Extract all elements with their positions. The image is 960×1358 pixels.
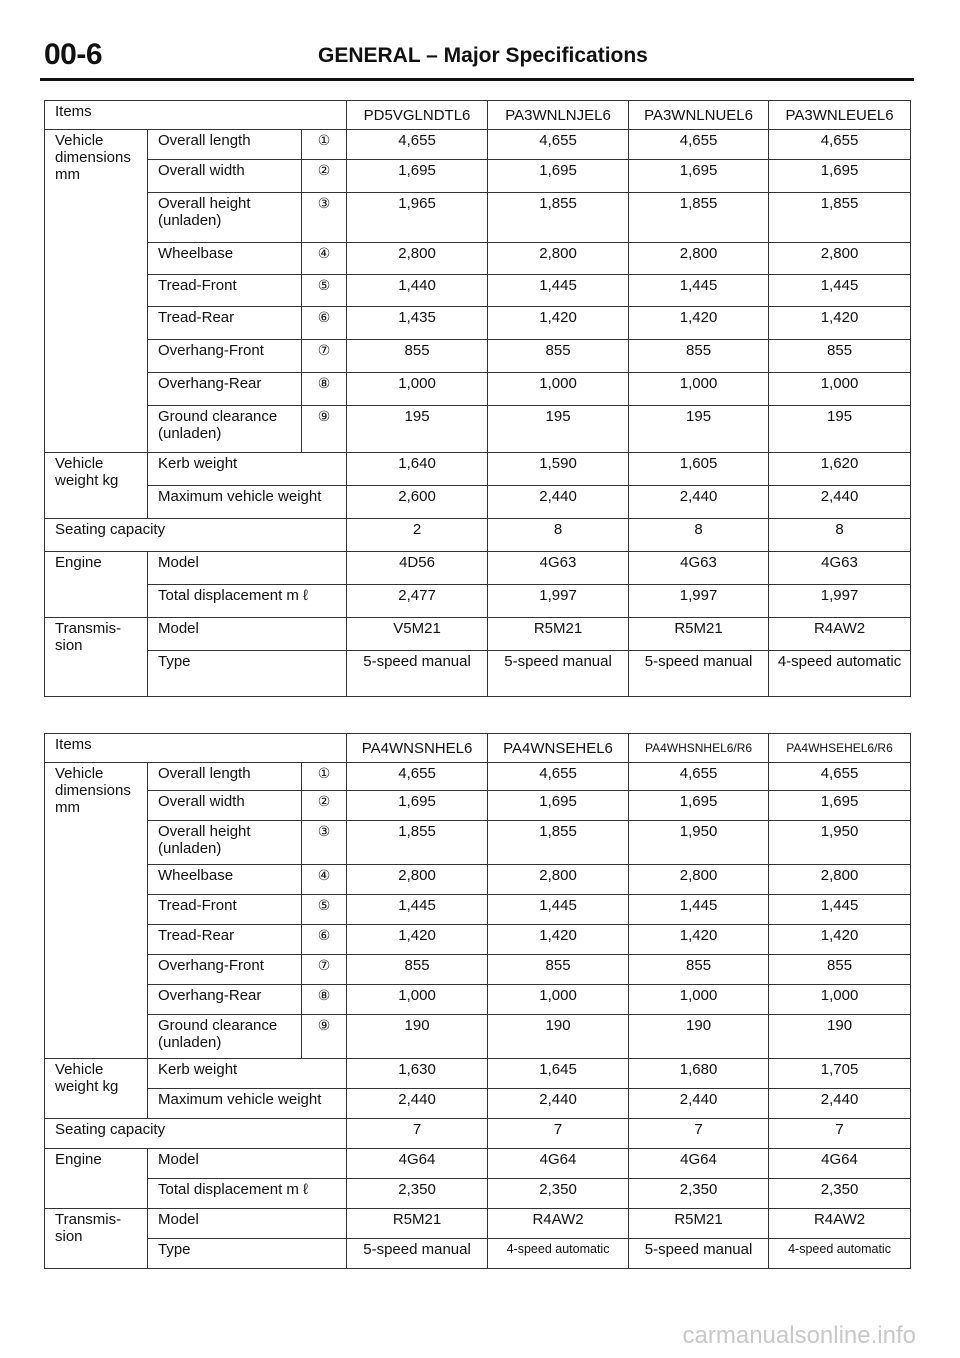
value-cell: 2,800 <box>629 865 769 895</box>
value-cell: 195 <box>488 406 629 453</box>
table-row <box>45 651 911 697</box>
dimension-number: ① <box>302 130 347 160</box>
dimension-number: ⑤ <box>302 895 347 925</box>
value-cell: 855 <box>347 955 488 985</box>
row-label: Type <box>148 1239 347 1269</box>
row-label: Overhang-Front <box>148 955 302 985</box>
value-cell: 1,965 <box>347 193 488 243</box>
model-code: PA4WHSNHEL6/R6 <box>629 734 769 763</box>
dimension-number: ⑤ <box>302 275 347 307</box>
row-label: Overall height (unladen) <box>148 193 302 243</box>
row-label: Overall length <box>148 763 302 791</box>
row-label: Tread-Front <box>148 275 302 307</box>
value-cell: 855 <box>629 340 769 373</box>
row-label: Model <box>148 1149 347 1179</box>
value-cell: 1,445 <box>347 895 488 925</box>
value-cell: 2,800 <box>488 243 629 275</box>
value-cell: 1,435 <box>347 307 488 340</box>
value-cell: 195 <box>769 406 911 453</box>
page-number: 00-6 <box>44 38 103 71</box>
items-label: Items <box>45 734 347 763</box>
table-row <box>45 763 911 791</box>
dimension-number: ④ <box>302 865 347 895</box>
value-cell: 5-speed manual <box>629 1239 769 1269</box>
row-label: Overall length <box>148 130 302 160</box>
value-cell: 1,997 <box>488 585 629 618</box>
table-row <box>45 519 911 552</box>
value-cell: 1,855 <box>488 821 629 865</box>
group-label: Vehicle dimensions mm <box>45 763 148 1059</box>
value-cell: 2,800 <box>347 243 488 275</box>
row-label: Model <box>148 552 347 585</box>
value-cell: 1,855 <box>347 821 488 865</box>
value-cell: 1,590 <box>488 453 629 486</box>
value-cell: 1,000 <box>769 985 911 1015</box>
value-cell: 1,695 <box>629 791 769 821</box>
row-label: Maximum vehicle weight <box>148 486 347 519</box>
value-cell: 4G63 <box>769 552 911 585</box>
value-cell: 5-speed manual <box>629 651 769 697</box>
table-row <box>45 1015 911 1059</box>
value-cell: 5-speed manual <box>347 1239 488 1269</box>
value-cell: 1,000 <box>629 985 769 1015</box>
value-cell: 2,800 <box>488 865 629 895</box>
group-label: Vehicle weight kg <box>45 453 148 519</box>
table-row <box>45 1089 911 1119</box>
value-cell: 1,445 <box>629 275 769 307</box>
table-row <box>45 1209 911 1239</box>
group-label: Vehicle weight kg <box>45 1059 148 1119</box>
value-cell: 1,705 <box>769 1059 911 1089</box>
row-label: Type <box>148 651 347 697</box>
model-code: PA4WHSEHEL6/R6 <box>769 734 911 763</box>
value-cell: 1,420 <box>488 307 629 340</box>
model-code: PA4WNSEHEL6 <box>488 734 629 763</box>
value-cell: 4G63 <box>629 552 769 585</box>
group-label: Transmis- sion <box>45 618 148 697</box>
value-cell: 5-speed manual <box>347 651 488 697</box>
group-label: Transmis- sion <box>45 1209 148 1269</box>
group-label: Engine <box>45 552 148 618</box>
value-cell: 1,000 <box>769 373 911 406</box>
value-cell: R4AW2 <box>769 618 911 651</box>
value-cell: 1,620 <box>769 453 911 486</box>
value-cell: 1,680 <box>629 1059 769 1089</box>
dimension-number: ③ <box>302 193 347 243</box>
value-cell: 4,655 <box>347 763 488 791</box>
value-cell: 1,420 <box>629 307 769 340</box>
value-cell: 855 <box>769 955 911 985</box>
value-cell: 2,440 <box>769 1089 911 1119</box>
value-cell: 4,655 <box>488 130 629 160</box>
dimension-number: ⑨ <box>302 406 347 453</box>
value-cell: R5M21 <box>347 1209 488 1239</box>
value-cell: 2,440 <box>347 1089 488 1119</box>
table-row <box>45 1149 911 1179</box>
value-cell: 1,645 <box>488 1059 629 1089</box>
value-cell: V5M21 <box>347 618 488 651</box>
row-label: Model <box>148 1209 347 1239</box>
value-cell: 2,440 <box>629 486 769 519</box>
value-cell: 1,640 <box>347 453 488 486</box>
value-cell: 1,695 <box>629 160 769 193</box>
value-cell: 195 <box>629 406 769 453</box>
items-label: Items <box>45 101 347 130</box>
row-label: Wheelbase <box>148 243 302 275</box>
row-label: Overhang-Rear <box>148 373 302 406</box>
value-cell: 1,445 <box>488 275 629 307</box>
value-cell: 190 <box>629 1015 769 1059</box>
dimension-number: ⑦ <box>302 340 347 373</box>
table-row <box>45 955 911 985</box>
value-cell: 1,695 <box>347 791 488 821</box>
dimension-number: ③ <box>302 821 347 865</box>
items-header-row <box>45 101 911 130</box>
value-cell: 1,445 <box>629 895 769 925</box>
value-cell: 1,950 <box>769 821 911 865</box>
table-row <box>45 821 911 865</box>
row-label: Kerb weight <box>148 453 347 486</box>
value-cell: 1,420 <box>629 925 769 955</box>
table-row <box>45 340 911 373</box>
page-title: GENERAL – Major Specifications <box>318 44 648 67</box>
value-cell: 4-speed automatic <box>488 1239 629 1269</box>
value-cell: 1,695 <box>488 791 629 821</box>
group-label: Engine <box>45 1149 148 1209</box>
value-cell: 855 <box>347 340 488 373</box>
table-row <box>45 160 911 193</box>
table-row <box>45 243 911 275</box>
table-row <box>45 453 911 486</box>
value-cell: 1,445 <box>769 895 911 925</box>
value-cell: 1,855 <box>629 193 769 243</box>
row-label: Ground clearance (unladen) <box>148 406 302 453</box>
value-cell: 1,420 <box>769 925 911 955</box>
value-cell: 1,000 <box>629 373 769 406</box>
group-label: Vehicle dimensions mm <box>45 130 148 453</box>
value-cell: 4,655 <box>769 130 911 160</box>
value-cell: 1,420 <box>488 925 629 955</box>
dimension-number: ② <box>302 791 347 821</box>
table-row <box>45 406 911 453</box>
value-cell: 4,655 <box>629 763 769 791</box>
table-row <box>45 486 911 519</box>
value-cell: 1,440 <box>347 275 488 307</box>
value-cell: 7 <box>347 1119 488 1149</box>
dimension-number: ⑧ <box>302 985 347 1015</box>
value-cell: 2,800 <box>347 865 488 895</box>
value-cell: 1,000 <box>347 373 488 406</box>
watermark: carmanualsonline.info <box>682 1322 916 1349</box>
model-code: PA3WNLNJEL6 <box>488 101 629 130</box>
value-cell: 2,477 <box>347 585 488 618</box>
value-cell: 2,440 <box>488 1089 629 1119</box>
value-cell: 2,440 <box>488 486 629 519</box>
value-cell: 2,440 <box>629 1089 769 1119</box>
value-cell: R5M21 <box>629 1209 769 1239</box>
group-label: Seating capacity <box>45 519 347 552</box>
table-row <box>45 130 911 160</box>
model-code: PA4WNSNHEL6 <box>347 734 488 763</box>
table-row <box>45 985 911 1015</box>
value-cell: 1,997 <box>769 585 911 618</box>
value-cell: 1,420 <box>769 307 911 340</box>
value-cell: 1,000 <box>488 985 629 1015</box>
value-cell: 195 <box>347 406 488 453</box>
dimension-number: ④ <box>302 243 347 275</box>
row-label: Tread-Rear <box>148 307 302 340</box>
table-row <box>45 791 911 821</box>
value-cell: 2 <box>347 519 488 552</box>
value-cell: 1,695 <box>769 160 911 193</box>
table-row <box>45 618 911 651</box>
value-cell: 8 <box>488 519 629 552</box>
value-cell: R4AW2 <box>488 1209 629 1239</box>
value-cell: 1,695 <box>769 791 911 821</box>
value-cell: 855 <box>488 955 629 985</box>
value-cell: 1,000 <box>347 985 488 1015</box>
value-cell: 190 <box>488 1015 629 1059</box>
header-rule <box>40 78 914 81</box>
row-label: Overall height (unladen) <box>148 821 302 865</box>
value-cell: R5M21 <box>629 618 769 651</box>
value-cell: 2,800 <box>769 243 911 275</box>
value-cell: 2,350 <box>769 1179 911 1209</box>
model-code: PA3WNLNUEL6 <box>629 101 769 130</box>
value-cell: 1,950 <box>629 821 769 865</box>
row-label: Overall width <box>148 791 302 821</box>
items-header-row <box>45 734 911 763</box>
value-cell: 4,655 <box>629 130 769 160</box>
value-cell: 2,350 <box>629 1179 769 1209</box>
value-cell: 4G64 <box>347 1149 488 1179</box>
model-code: PD5VGLNDTL6 <box>347 101 488 130</box>
table-row <box>45 552 911 585</box>
value-cell: 1,695 <box>347 160 488 193</box>
value-cell: 4,655 <box>488 763 629 791</box>
model-code: PA3WNLEUEL6 <box>769 101 911 130</box>
value-cell: 7 <box>488 1119 629 1149</box>
value-cell: 190 <box>769 1015 911 1059</box>
row-label: Overhang-Rear <box>148 985 302 1015</box>
value-cell: 190 <box>347 1015 488 1059</box>
value-cell: R5M21 <box>488 618 629 651</box>
value-cell: R4AW2 <box>769 1209 911 1239</box>
table-row <box>45 307 911 340</box>
value-cell: 2,800 <box>769 865 911 895</box>
value-cell: 1,445 <box>488 895 629 925</box>
dimension-number: ① <box>302 763 347 791</box>
group-label: Seating capacity <box>45 1119 347 1149</box>
value-cell: 1,445 <box>769 275 911 307</box>
value-cell: 855 <box>488 340 629 373</box>
value-cell: 4G63 <box>488 552 629 585</box>
value-cell: 8 <box>769 519 911 552</box>
dimension-number: ② <box>302 160 347 193</box>
value-cell: 1,855 <box>488 193 629 243</box>
value-cell: 7 <box>629 1119 769 1149</box>
value-cell: 1,000 <box>488 373 629 406</box>
row-label: Tread-Rear <box>148 925 302 955</box>
table-row <box>45 925 911 955</box>
row-label: Maximum vehicle weight <box>148 1089 347 1119</box>
value-cell: 4-speed automatic <box>769 651 911 697</box>
value-cell: 4,655 <box>347 130 488 160</box>
table-row <box>45 275 911 307</box>
spec-table-1 <box>44 100 911 697</box>
table-row <box>45 865 911 895</box>
value-cell: 4,655 <box>769 763 911 791</box>
value-cell: 1,630 <box>347 1059 488 1089</box>
table-row <box>45 1239 911 1269</box>
row-label: Tread-Front <box>148 895 302 925</box>
table-row <box>45 1179 911 1209</box>
spec-table-2 <box>44 733 911 1269</box>
value-cell: 855 <box>769 340 911 373</box>
value-cell: 1,855 <box>769 193 911 243</box>
row-label: Total displacement m ℓ <box>148 1179 347 1209</box>
table-row <box>45 1059 911 1089</box>
row-label: Overhang-Front <box>148 340 302 373</box>
value-cell: 7 <box>769 1119 911 1149</box>
row-label: Model <box>148 618 347 651</box>
value-cell: 2,440 <box>769 486 911 519</box>
value-cell: 4G64 <box>488 1149 629 1179</box>
row-label: Wheelbase <box>148 865 302 895</box>
table-row <box>45 585 911 618</box>
value-cell: 5-speed manual <box>488 651 629 697</box>
value-cell: 8 <box>629 519 769 552</box>
dimension-number: ⑦ <box>302 955 347 985</box>
dimension-number: ⑥ <box>302 925 347 955</box>
row-label: Kerb weight <box>148 1059 347 1089</box>
table-row <box>45 1119 911 1149</box>
table-row <box>45 373 911 406</box>
value-cell: 4G64 <box>769 1149 911 1179</box>
row-label: Ground clearance (unladen) <box>148 1015 302 1059</box>
value-cell: 2,350 <box>347 1179 488 1209</box>
row-label: Overall width <box>148 160 302 193</box>
dimension-number: ⑥ <box>302 307 347 340</box>
value-cell: 1,997 <box>629 585 769 618</box>
value-cell: 4D56 <box>347 552 488 585</box>
value-cell: 1,420 <box>347 925 488 955</box>
value-cell: 2,600 <box>347 486 488 519</box>
value-cell: 1,695 <box>488 160 629 193</box>
value-cell: 4-speed automatic <box>769 1239 911 1269</box>
table-row <box>45 895 911 925</box>
value-cell: 855 <box>629 955 769 985</box>
table-row <box>45 193 911 243</box>
value-cell: 2,350 <box>488 1179 629 1209</box>
value-cell: 2,800 <box>629 243 769 275</box>
value-cell: 4G64 <box>629 1149 769 1179</box>
row-label: Total displacement m ℓ <box>148 585 347 618</box>
dimension-number: ⑧ <box>302 373 347 406</box>
value-cell: 1,605 <box>629 453 769 486</box>
dimension-number: ⑨ <box>302 1015 347 1059</box>
